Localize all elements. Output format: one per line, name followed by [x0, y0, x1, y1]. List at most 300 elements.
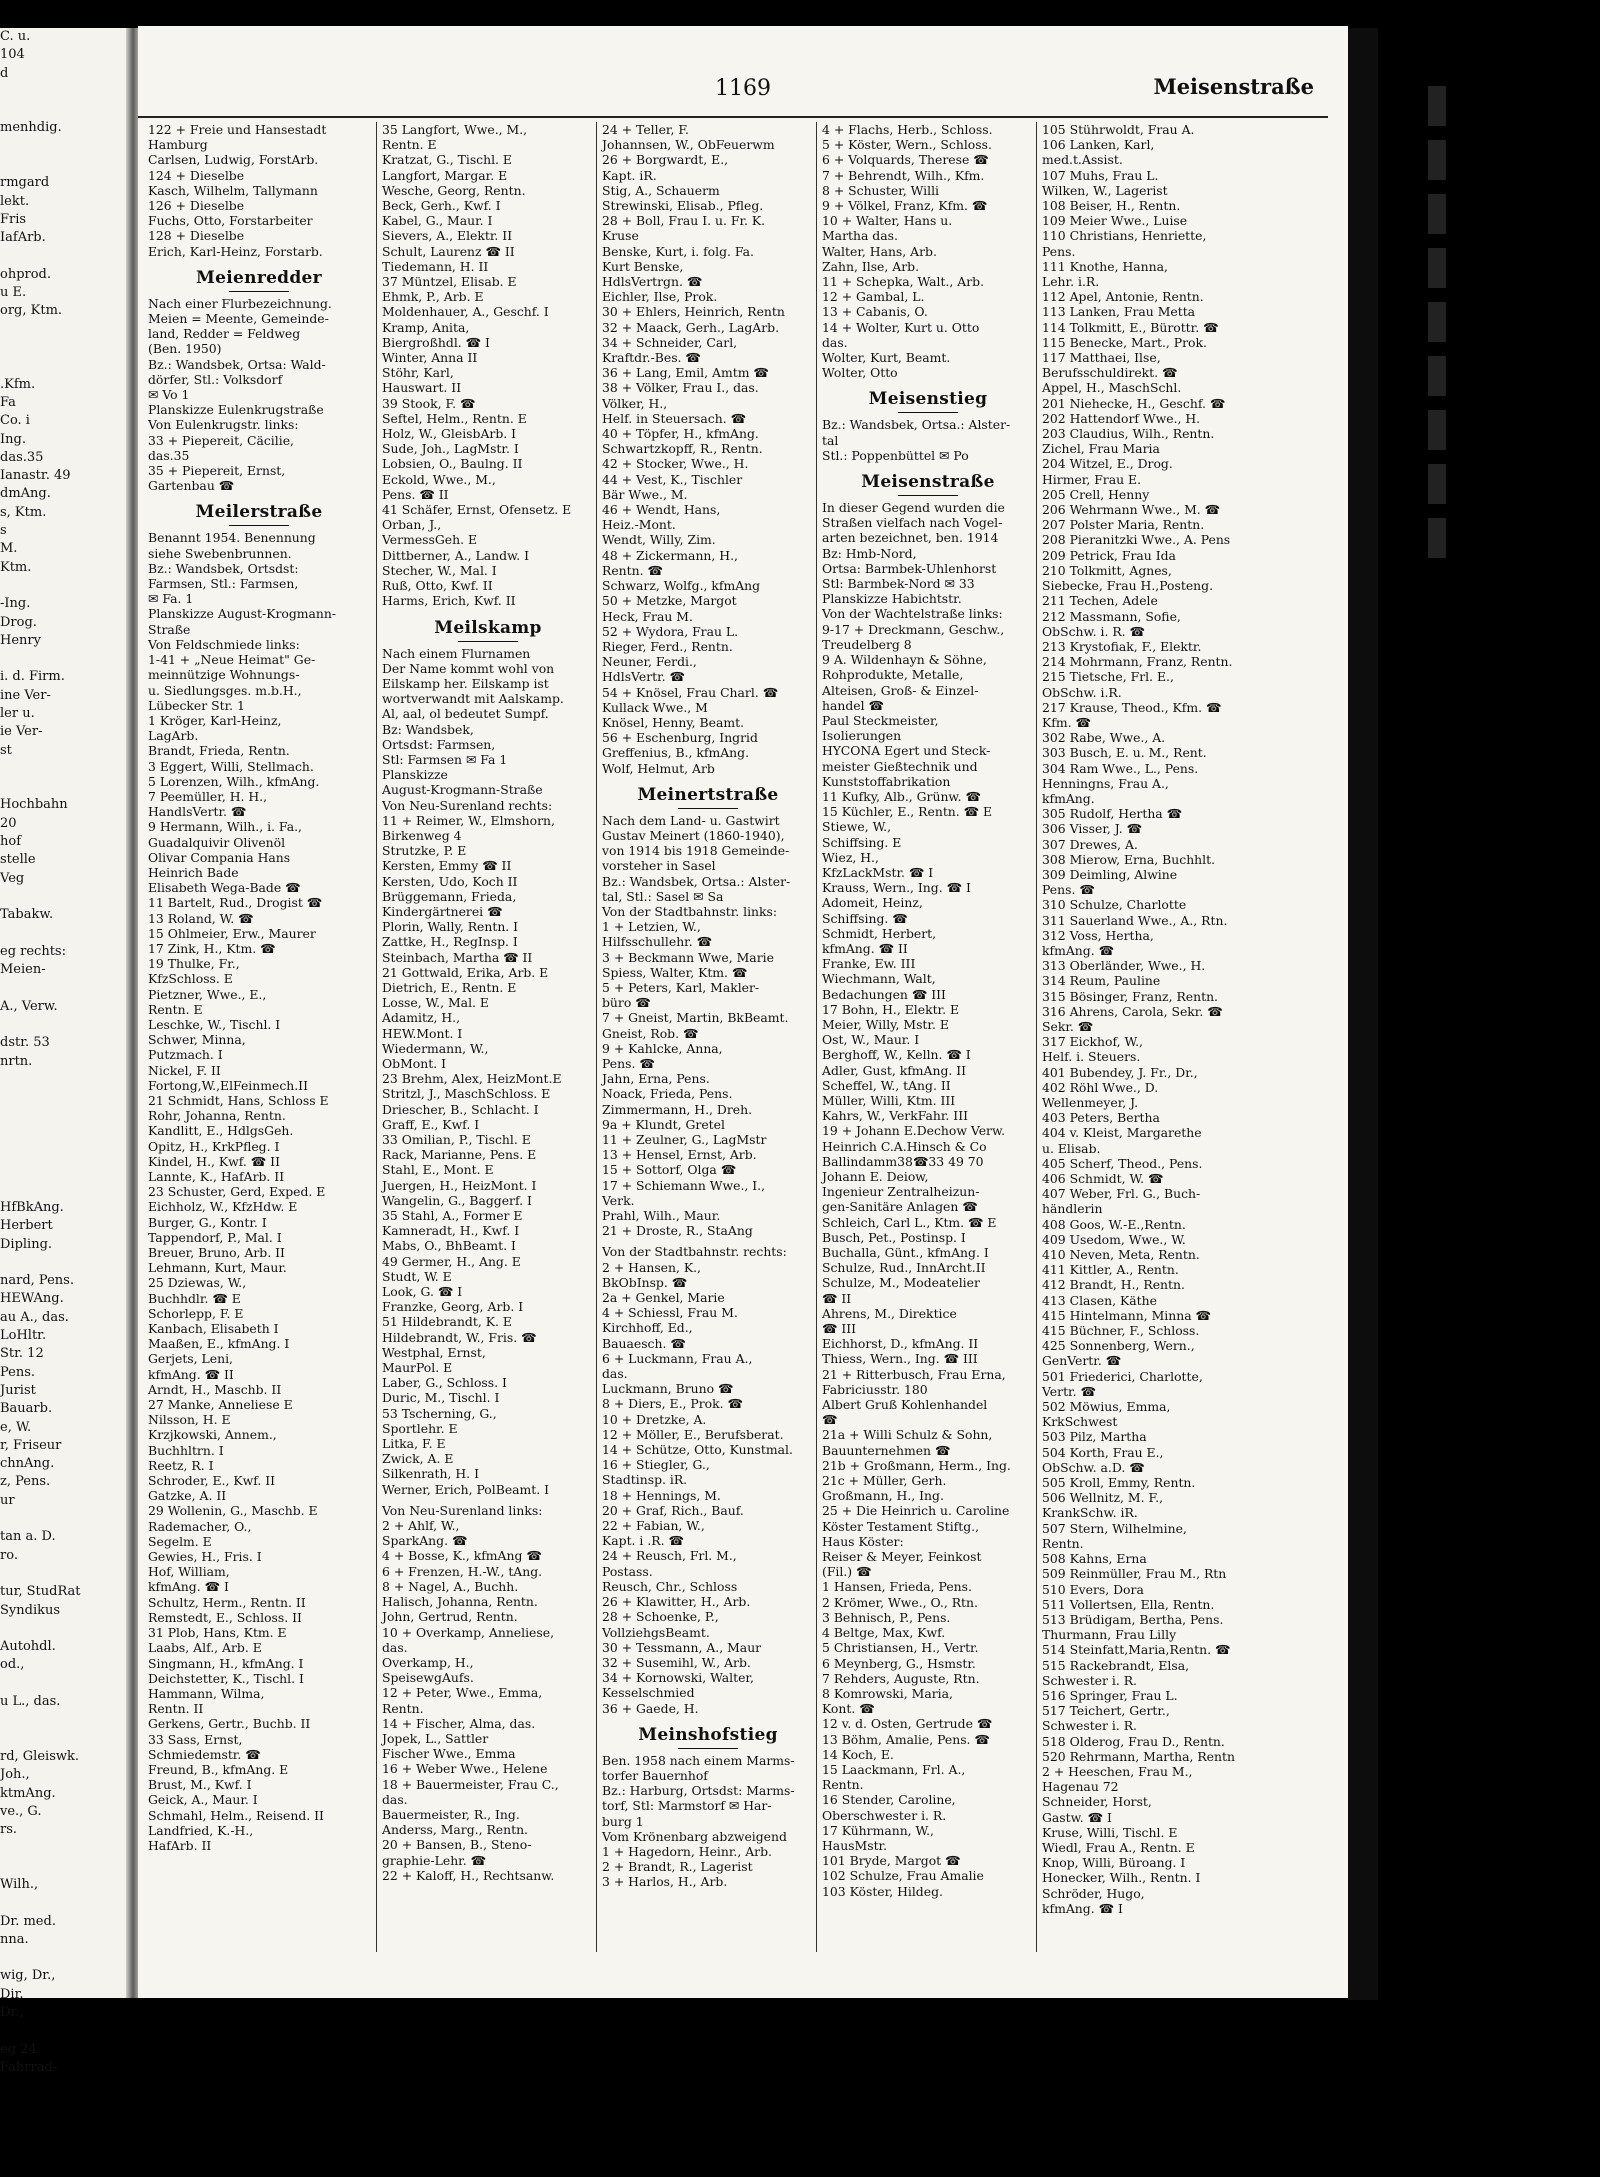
margin-fragment: [0, 357, 130, 375]
directory-entry: Rentn.: [382, 1700, 424, 1716]
directory-entry: Bz.: Wandsbek, Ortsa.: Alster-: [602, 873, 791, 889]
directory-entry: 505 Kroll, Emmy, Rentn.: [1042, 1475, 1196, 1491]
directory-entry: 53 Tscherning, G.,: [382, 1405, 497, 1421]
directory-entry: Siebecke, Frau H.,Posteng.: [1042, 578, 1214, 594]
margin-fragment: Wilh.,: [0, 1876, 39, 1892]
directory-entry: 25 Dziewas, W.,: [148, 1275, 247, 1291]
directory-entry: 21c + Müller, Gerh.: [822, 1473, 947, 1489]
directory-entry: Eichhorst, D., kfmAng. II: [822, 1336, 979, 1352]
directory-entry: Orban, J.,: [382, 517, 442, 533]
directory-entry: 56 + Eschenburg, Ingrid: [602, 730, 758, 746]
directory-entry: Brandt, Frieda, Rentn.: [148, 743, 290, 759]
margin-fragment: [0, 2022, 130, 2040]
margin-fragment: org, Ktm.: [0, 303, 63, 319]
directory-entry: ObMont. I: [382, 1055, 446, 1071]
directory-entry: 401 Bubendey, J. Fr., Dr.,: [1042, 1064, 1198, 1080]
directory-entry: Meier, Willy, Mstr. E: [822, 1016, 949, 1032]
directory-entry: Ingenieur Zentralheizun-: [822, 1184, 980, 1200]
directory-entry: 3 + Harlos, H., Arb.: [602, 1874, 728, 1890]
directory-entry: Zichel, Frau Maria: [1042, 441, 1160, 457]
directory-entry: 511 Vollertsen, Ella, Rentn.: [1042, 1596, 1215, 1612]
directory-entry: 3 Behnisch, P., Pens.: [822, 1609, 951, 1625]
directory-entry: Henningns, Frau A.,: [1042, 775, 1169, 791]
directory-entry: 1 + Letzien, W.,: [602, 919, 701, 935]
directory-entry: Losse, W., Mal. E: [382, 995, 489, 1011]
margin-fragment: [0, 760, 130, 778]
directory-entry: Stecher, W., Mal. I: [382, 562, 497, 578]
directory-entry: Schröder, Hugo,: [1042, 1885, 1145, 1901]
directory-entry: Albert Gruß Kohlenhandel: [822, 1397, 988, 1413]
directory-entry: 513 Brüdigam, Bertha, Pens.: [1042, 1611, 1224, 1627]
directory-entry: Berghoff, W., Kelln. ☎ I: [822, 1047, 971, 1063]
directory-entry: Guadalquivir Olivenöl: [148, 834, 286, 850]
directory-entry: VollziehgsBeamt.: [602, 1624, 710, 1640]
directory-entry: 402 Röhl Wwe., D.: [1042, 1079, 1159, 1095]
directory-entry: Von Feldschmiede links:: [148, 636, 300, 652]
directory-entry: John, Gertrud, Rentn.: [382, 1609, 518, 1625]
directory-entry: Fortong,W.,ElFeinmech.II: [148, 1077, 308, 1093]
directory-entry: Kindergärtnerei ☎: [382, 903, 503, 919]
directory-entry: Schulze, M., Modeatelier: [822, 1275, 980, 1291]
directory-entry: 16 + Weber Wwe., Helene: [382, 1761, 548, 1777]
directory-entry: KrankSchw. iR.: [1042, 1505, 1138, 1521]
directory-entry: 4 + Flachs, Herb., Schloss.: [822, 122, 993, 137]
margin-fragment: Herbert: [0, 1218, 53, 1234]
directory-entry: Stl.: Poppenbüttel ✉ Po: [822, 447, 969, 463]
directory-entry: Fuchs, Otto, Forstarbeiter: [148, 213, 313, 229]
directory-entry: Rentn.: [822, 1777, 864, 1793]
directory-entry: 24 + Reusch, Frl. M.,: [602, 1548, 737, 1564]
directory-entry: Kfm. ☎: [1042, 714, 1091, 730]
directory-entry: meinnützige Wohnungs-: [148, 667, 300, 683]
page-number: 1169: [715, 76, 771, 101]
directory-entry: Eichholz, W., KfzHdw. E: [148, 1199, 298, 1215]
directory-entry: Nach einer Flurbezeichnung.: [148, 295, 332, 311]
directory-entry: 501 Friederici, Charlotte,: [1042, 1368, 1203, 1384]
directory-entry: 412 Brandt, H., Rentn.: [1042, 1277, 1185, 1293]
directory-entry: Rentn. E: [382, 137, 437, 153]
directory-entry: 32 + Maack, Gerh., LagArb.: [602, 319, 780, 335]
directory-entry: Stl: Barmbek-Nord ✉ 33: [822, 576, 975, 592]
margin-fragment: [0, 1254, 130, 1272]
directory-entry: Schorlepp, F. E: [148, 1305, 244, 1321]
directory-entry: Von Eulenkrugstr. links:: [148, 417, 299, 433]
margin-fragment: [0, 1565, 130, 1583]
directory-entry: Pens. ☎: [1042, 882, 1095, 898]
directory-entry: 202 Hattendorf Wwe., H.: [1042, 410, 1201, 426]
directory-entry: 11 Bartelt, Rud., Drogist ☎: [148, 895, 323, 911]
directory-entry: KfzSchloss. E: [148, 971, 233, 987]
directory-entry: Appel, H., MaschSchl.: [1042, 380, 1182, 396]
directory-entry: 11 + Reimer, W., Elmshorn,: [382, 812, 555, 828]
directory-entry: Rademacher, O.,: [148, 1518, 252, 1534]
directory-entry: 13 Böhm, Amalie, Pens. ☎: [822, 1731, 990, 1747]
directory-entry: Leschke, W., Tischl. I: [148, 1016, 281, 1032]
directory-entry: 510 Evers, Dora: [1042, 1581, 1144, 1597]
margin-fragment: tan a. D.: [0, 1529, 56, 1545]
margin-fragment: HfBkAng.: [0, 1200, 64, 1215]
directory-entry: 17 Zink, H., Ktm. ☎: [148, 940, 276, 956]
directory-entry: Schwester i. R.: [1042, 1718, 1137, 1734]
directory-entry: Schwarz, Wolfg., kfmAng: [602, 578, 761, 594]
directory-entry: Wellenmeyer, J.: [1042, 1095, 1139, 1110]
directory-entry: 29 Wollenin, G., Maschb. E: [148, 1503, 318, 1519]
directory-entry: ☎ II: [822, 1290, 852, 1306]
directory-entry: 204 Witzel, E., Drog.: [1042, 456, 1173, 472]
margin-fragment: Syndikus: [0, 1602, 61, 1618]
directory-entry: 21 + Ritterbusch, Frau Erna,: [822, 1366, 1006, 1382]
directory-entry: 16 + Stiegler, G.,: [602, 1457, 710, 1473]
directory-entry: Ben. 1958 nach einem Marms-: [602, 1752, 795, 1768]
directory-entry: Postass.: [602, 1563, 653, 1579]
street-heading: Meisenstieg: [822, 384, 1034, 413]
margin-fragment: [0, 925, 130, 943]
directory-entry: Hirmer, Frau E.: [1042, 471, 1142, 487]
directory-entry: meister Gießtechnik und: [822, 758, 978, 774]
directory-entry: Vom Krönenbarg abzweigend: [602, 1828, 787, 1844]
directory-entry: 214 Mohrmann, Franz, Rentn.: [1042, 654, 1233, 670]
margin-fragment: rmgard: [0, 175, 50, 191]
directory-entry: 425 Sonnenberg, Wern.,: [1042, 1338, 1195, 1354]
directory-entry: 508 Kahns, Erna: [1042, 1551, 1147, 1567]
directory-entry: Ost, W., Maur. I: [822, 1032, 920, 1048]
directory-entry: 404 v. Kleist, Margarethe: [1042, 1125, 1202, 1141]
directory-entry: LagArb.: [148, 728, 199, 744]
directory-entry: 304 Ram Wwe., L., Pens.: [1042, 760, 1199, 776]
directory-entry: Farmsen, Stl.: Farmsen,: [148, 576, 299, 592]
directory-entry: Nach einem Flurnamen: [382, 645, 531, 661]
directory-entry: KfzLackMstr. ☎ I: [822, 864, 934, 880]
directory-entry: 413 Clasen, Käthe: [1042, 1292, 1157, 1308]
directory-entry: Krzjkowski, Annem.,: [148, 1427, 277, 1443]
directory-entry: Bär Wwe., M.: [602, 486, 688, 502]
margin-fragment: Ianastr. 49: [0, 468, 71, 484]
directory-entry: Heiz.-Mont.: [602, 517, 676, 533]
margin-fragment: od.,: [0, 1657, 25, 1673]
margin-fragment: Joh.,: [0, 1767, 30, 1783]
directory-entry: Bauunternehmen ☎: [822, 1442, 951, 1458]
margin-fragment: [0, 888, 130, 906]
directory-entry: 514 Steinfatt,Maria,Rentn. ☎: [1042, 1642, 1231, 1658]
directory-entry: 309 Deimling, Alwine: [1042, 866, 1178, 882]
directory-entry: Winter, Anna II: [382, 350, 478, 366]
directory-entry: Krauss, Wern., Ing. ☎ I: [822, 880, 971, 896]
directory-entry: 212 Massmann, Sofie,: [1042, 608, 1181, 624]
directory-entry: Noack, Frieda, Pens.: [602, 1086, 733, 1102]
margin-fragment: Pens.: [0, 1364, 36, 1380]
directory-entry: Rieger, Ferd., Rentn.: [602, 638, 733, 654]
directory-entry: 32 + Susemihl, W., Arb.: [602, 1654, 751, 1670]
directory-entry: Landfried, K.-H.,: [148, 1822, 254, 1838]
margin-fragment: d: [0, 65, 9, 81]
directory-entry: Schmiedemstr. ☎: [148, 1746, 261, 1762]
directory-entry: 1 Hansen, Frieda, Pens.: [822, 1579, 972, 1595]
directory-entry: med.t.Assist.: [1042, 152, 1123, 168]
directory-entry: 2 + Ahlf, W.,: [382, 1518, 460, 1534]
directory-entry: 206 Wehrmann Wwe., M. ☎: [1042, 502, 1221, 518]
directory-entry: 2a + Genkel, Marie: [602, 1290, 725, 1306]
directory-entry: Reusch, Chr., Schloss: [602, 1578, 738, 1594]
margin-fragment: Autohdl.: [0, 1639, 56, 1655]
directory-entry: HEW.Mont. I: [382, 1025, 463, 1041]
directory-entry: Sportlehr. E: [382, 1420, 458, 1436]
directory-entry: Paul Steckmeister,: [822, 712, 939, 728]
directory-entry: 9-17 + Dreckmann, Geschw.,: [822, 621, 1005, 637]
directory-entry: Planskizze Eulenkrugstraße: [148, 402, 324, 418]
margin-fragment: Str. 12: [0, 1346, 44, 1362]
margin-fragment: rd, Gleiswk.: [0, 1748, 80, 1764]
directory-entry: 26 + Klawitter, H., Arb.: [602, 1594, 751, 1610]
margin-fragment: [0, 1510, 130, 1528]
directory-entry: Honecker, Wilh., Rentn. I: [1042, 1870, 1201, 1886]
directory-entry: 39 Stook, F. ☎: [382, 395, 476, 411]
directory-entry: 33 Sass, Ernst,: [148, 1731, 243, 1747]
directory-entry: 35 + Piepereit, Ernst,: [148, 463, 286, 479]
directory-entry: 1 + Hagedorn, Heinr., Arb.: [602, 1843, 772, 1859]
directory-entry: 315 Bösinger, Franz, Rentn.: [1042, 988, 1218, 1004]
directory-entry: 33 + Piepereit, Cäcilie,: [148, 432, 294, 448]
directory-entry: Großmann, H., Ing.: [822, 1488, 944, 1504]
directory-entry: 44 + Vest, K., Tischler: [602, 471, 743, 487]
directory-entry: Bz: Hmb-Nord,: [822, 545, 917, 561]
directory-entry: 210 Tolkmitt, Agnes,: [1042, 562, 1172, 578]
directory-entry: 30 + Ehlers, Heinrich, Rentn: [602, 304, 785, 320]
directory-entry: 48 + Zickermann, H.,: [602, 547, 738, 563]
directory-entry: 25 + Die Heinrich u. Caroline: [822, 1503, 1010, 1519]
directory-entry: Schwer, Minna,: [148, 1032, 246, 1048]
directory-entry: Kruse, Willi, Tischl. E: [1042, 1824, 1178, 1840]
directory-entry: Nilsson, H. E: [148, 1412, 231, 1428]
directory-entry: Kamneradt, H., Kwf. I: [382, 1223, 520, 1239]
directory-entry: 7 Peemüller, H. H.,: [148, 788, 268, 804]
directory-entry: Zwick, A. E: [382, 1451, 454, 1467]
directory-entry: Scheffel, W., tAng. II: [822, 1077, 951, 1093]
directory-entry: 23 Brehm, Alex, HeizMont.E: [382, 1071, 562, 1087]
directory-page: [138, 26, 1348, 1998]
directory-entry: das.: [822, 334, 848, 350]
directory-entry: Knop, Willi, Büroang. I: [1042, 1855, 1186, 1871]
directory-entry: SpeisewgAufs.: [382, 1670, 474, 1686]
directory-entry: 8 + Diers, E., Prok. ☎: [602, 1396, 743, 1412]
directory-entry: Kersten, Udo, Koch II: [382, 873, 518, 889]
directory-entry: Ortsa: Barmbek-Uhlenhorst: [822, 560, 997, 576]
directory-entry: 15 + Sottorf, Olga ☎: [602, 1162, 737, 1178]
directory-entry: Stöhr, Karl,: [382, 365, 454, 381]
directory-entry: 12 + Peter, Wwe., Emma,: [382, 1685, 543, 1701]
directory-entry: 42 + Stocker, Wwe., H.: [602, 456, 749, 472]
directory-entry: vorsteher in Sasel: [602, 858, 716, 874]
directory-entry: Opitz, H., KrkPfleg. I: [148, 1138, 280, 1154]
directory-entry: Spiess, Walter, Ktm. ☎: [602, 964, 748, 980]
directory-entry: HYCONA Egert und Steck-: [822, 743, 991, 759]
directory-entry: Brust, M., Kwf. I: [148, 1777, 252, 1793]
directory-entry: 26 + Borgwardt, E.,: [602, 152, 729, 168]
street-heading: Meilerstraße: [148, 497, 370, 526]
directory-entry: 306 Visser, J. ☎: [1042, 821, 1143, 837]
directory-entry: Gartenbau ☎: [148, 478, 235, 494]
street-heading: Meinertstraße: [602, 780, 814, 809]
directory-entry: Kruse: [602, 228, 639, 244]
margin-fragment: eg rechts:: [0, 943, 66, 959]
directory-entry: 14 Koch, E.: [822, 1746, 894, 1762]
margin-fragment: ine Ver-: [0, 687, 51, 703]
directory-entry: Lehmann, Kurt, Maur.: [148, 1260, 287, 1276]
directory-entry: Treudelberg 8: [822, 636, 912, 652]
directory-entry: 13 Roland, W. ☎: [148, 910, 254, 926]
directory-entry: 115 Benecke, Mart., Prok.: [1042, 334, 1207, 350]
directory-entry: kfmAng. ☎ II: [148, 1366, 234, 1382]
directory-entry: Rentn. II: [148, 1701, 204, 1717]
margin-fragment: rs.: [0, 1822, 18, 1838]
directory-entry: graphie-Lehr. ☎: [382, 1852, 487, 1868]
directory-entry: 515 Rackebrandt, Elsa,: [1042, 1657, 1190, 1673]
margin-fragment: u L., das.: [0, 1694, 61, 1710]
directory-entry: Lobsien, O., Baulng. II: [382, 456, 523, 472]
margin-fragment: ohprod.: [0, 266, 52, 282]
margin-fragment: tur, StudRat: [0, 1584, 81, 1600]
directory-entry: Kapt. i .R. ☎: [602, 1533, 684, 1549]
directory-entry: Franke, Ew. III: [822, 956, 916, 972]
margin-fragment: nrtn.: [0, 1053, 33, 1069]
margin-fragment: Veg: [0, 870, 25, 886]
directory-entry: 51 Hildebrandt, K. E: [382, 1314, 512, 1330]
column-4: [822, 122, 1034, 1994]
directory-entry: Singmann, H., kfmAng. I: [148, 1655, 304, 1671]
directory-entry: 310 Schulze, Charlotte: [1042, 897, 1187, 913]
directory-entry: kfmAng. ☎: [1042, 942, 1115, 958]
directory-entry: 28 + Boll, Frau I. u. Fr. K.: [602, 213, 766, 229]
directory-entry: 11 + Zeulner, G., LagMstr: [602, 1132, 767, 1147]
directory-entry: 9 + Völkel, Franz, Kfm. ☎: [822, 198, 988, 214]
directory-entry: Kasch, Wilhelm, Tallymann: [148, 182, 318, 198]
margin-fragment: Dr.,: [0, 2005, 24, 2021]
directory-entry: 12 + Gambal, L.: [822, 289, 925, 305]
directory-entry: Pens. ☎: [602, 1055, 655, 1071]
directory-entry: Buchhdlr. ☎ E: [148, 1290, 241, 1306]
directory-entry: 24 + Teller, F.: [602, 122, 689, 137]
margin-fragment: st: [0, 742, 12, 758]
margin-fragment: [0, 577, 130, 595]
directory-entry: Haus Köster:: [822, 1533, 904, 1549]
margin-fragment: dstr. 53: [0, 1035, 50, 1051]
directory-entry: Reetz, R. I: [148, 1457, 214, 1473]
margin-fragment: menhdig.: [0, 120, 62, 136]
directory-entry: Nickel, F. II: [148, 1062, 221, 1078]
directory-entry: Kahrs, W., VerkFahr. III: [822, 1108, 968, 1124]
directory-entry: arten bezeichnet, ben. 1914: [822, 530, 999, 546]
directory-entry: Prahl, Wilh., Maur.: [602, 1208, 721, 1224]
margin-fragment: 104: [0, 47, 25, 63]
column-5: [1042, 122, 1262, 1994]
directory-entry: Remstedt, E., Schloss. II: [148, 1609, 302, 1625]
directory-entry: 34 + Kornowski, Walter,: [602, 1670, 754, 1686]
directory-entry: Jahn, Erna, Pens.: [602, 1071, 710, 1087]
directory-entry: 5 Lorenzen, Wilh., kfmAng.: [148, 773, 320, 789]
directory-entry: Stahl, E., Mont. E: [382, 1162, 494, 1178]
directory-entry: 28 + Schoenke, P.,: [602, 1609, 719, 1625]
directory-entry: das.35: [148, 447, 190, 463]
directory-entry: 124 + Dieselbe: [148, 167, 245, 183]
directory-entry: Heinrich C.A.Hinsch & Co: [822, 1138, 987, 1154]
directory-entry: 14 + Fischer, Alma, das.: [382, 1715, 536, 1731]
directory-entry: Kullack Wwe., M: [602, 699, 708, 715]
margin-fragment: ler u.: [0, 705, 35, 721]
directory-entry: Stl: Farmsen ✉ Fa 1: [382, 751, 508, 767]
directory-entry: Straße: [148, 621, 191, 637]
directory-entry: 101 Bryde, Margot ☎: [822, 1853, 961, 1869]
directory-entry: 22 + Fabian, W.,: [602, 1518, 705, 1534]
directory-entry: Bedachungen ☎ III: [822, 986, 946, 1002]
directory-entry: Helf. in Steuersach. ☎: [602, 410, 747, 426]
directory-entry: 54 + Knösel, Frau Charl. ☎: [602, 684, 779, 700]
directory-entry: Thiess, Wern., Ing. ☎ III: [822, 1351, 978, 1367]
directory-entry: Graff, E., Kwf. I: [382, 1116, 480, 1132]
margin-fragment: .Kfm.: [0, 376, 36, 392]
directory-entry: Heinrich Bade: [148, 864, 239, 880]
directory-entry: Wiedl, Frau A., Rentn. E: [1042, 1839, 1195, 1855]
directory-entry: 516 Springer, Frau L.: [1042, 1687, 1178, 1703]
directory-entry: 314 Reum, Pauline: [1042, 973, 1161, 989]
directory-entry: Halisch, Johanna, Rentn.: [382, 1594, 538, 1610]
directory-entry: 8 + Nagel, A., Buchh.: [382, 1578, 519, 1594]
directory-entry: ☎ III: [822, 1321, 857, 1337]
margin-fragment: [0, 138, 130, 156]
directory-entry: 316 Ahrens, Carola, Sekr. ☎: [1042, 1003, 1223, 1019]
directory-entry: Straßen vielfach nach Vogel-: [822, 515, 1003, 531]
directory-entry: Benannt 1954. Benennung: [148, 530, 316, 546]
directory-entry: Johann E. Deiow,: [822, 1169, 929, 1184]
directory-entry: Kont. ☎: [822, 1701, 875, 1717]
directory-entry: 40 + Töpfer, H., kfmAng.: [602, 426, 759, 442]
directory-entry: 10 + Overkamp, Anneliese,: [382, 1624, 555, 1640]
directory-entry: Von Neu-Surenland rechts:: [382, 797, 553, 813]
directory-entry: 7 + Gneist, Martin, BkBeamt.: [602, 1010, 789, 1026]
directory-entry: 5 + Peters, Karl, Makler-: [602, 979, 760, 995]
directory-entry: 507 Stern, Wilhelmine,: [1042, 1520, 1187, 1536]
directory-entry: 308 Mierow, Erna, Buchhlt.: [1042, 851, 1216, 867]
margin-fragment: Dir.: [0, 1986, 24, 2002]
directory-entry: 509 Reinmüller, Frau M., Rtn: [1042, 1566, 1227, 1582]
margin-fragment: [0, 101, 130, 119]
directory-entry: Lannte, K., HafArb. II: [148, 1169, 285, 1184]
directory-entry: 409 Usedom, Wwe., W.: [1042, 1231, 1186, 1247]
directory-entry: siehe Swebenbrunnen.: [148, 545, 292, 561]
directory-entry: Köster Testament Stiftg.,: [822, 1518, 980, 1534]
directory-entry: 408 Goos, W.-E.,Rentn.: [1042, 1216, 1186, 1232]
directory-entry: Stig, A., Schauerm: [602, 182, 720, 198]
directory-entry: 113 Lanken, Frau Metta: [1042, 304, 1196, 320]
directory-entry: Anderss, Marg., Rentn.: [382, 1822, 528, 1838]
directory-entry: Eilskamp her. Eilskamp ist: [382, 675, 549, 691]
directory-entry: Ehmk, P., Arb. E: [382, 289, 484, 305]
directory-entry: Eckold, Wwe., M.,: [382, 471, 496, 487]
directory-entry: Tappendorf, P., Mal. I: [148, 1229, 282, 1245]
directory-entry: Kirchhoff, Ed.,: [602, 1320, 693, 1336]
directory-entry: Bz.: Wandsbek, Ortsa.: Alster-: [822, 417, 1011, 433]
directory-entry: 15 Ohlmeier, Erw., Maurer: [148, 925, 316, 941]
directory-entry: 9a + Klundt, Gretel: [602, 1116, 725, 1132]
margin-fragment: Meien-: [0, 962, 46, 978]
directory-entry: 12 + Möller, E., Berufsberat.: [602, 1426, 784, 1442]
directory-entry: 15 Laackmann, Frl. A.,: [822, 1761, 966, 1777]
directory-entry: 205 Crell, Henny: [1042, 486, 1150, 502]
column-divider: [816, 122, 817, 1952]
directory-entry: 112 Apel, Antonie, Rentn.: [1042, 289, 1204, 305]
directory-entry: kfmAng. ☎ I: [148, 1579, 229, 1595]
directory-entry: Litka, F. E: [382, 1436, 446, 1452]
directory-entry: 30 + Tessmann, A., Maur: [602, 1639, 762, 1655]
directory-entry: Dietrich, E., Rentn. E: [382, 979, 517, 995]
